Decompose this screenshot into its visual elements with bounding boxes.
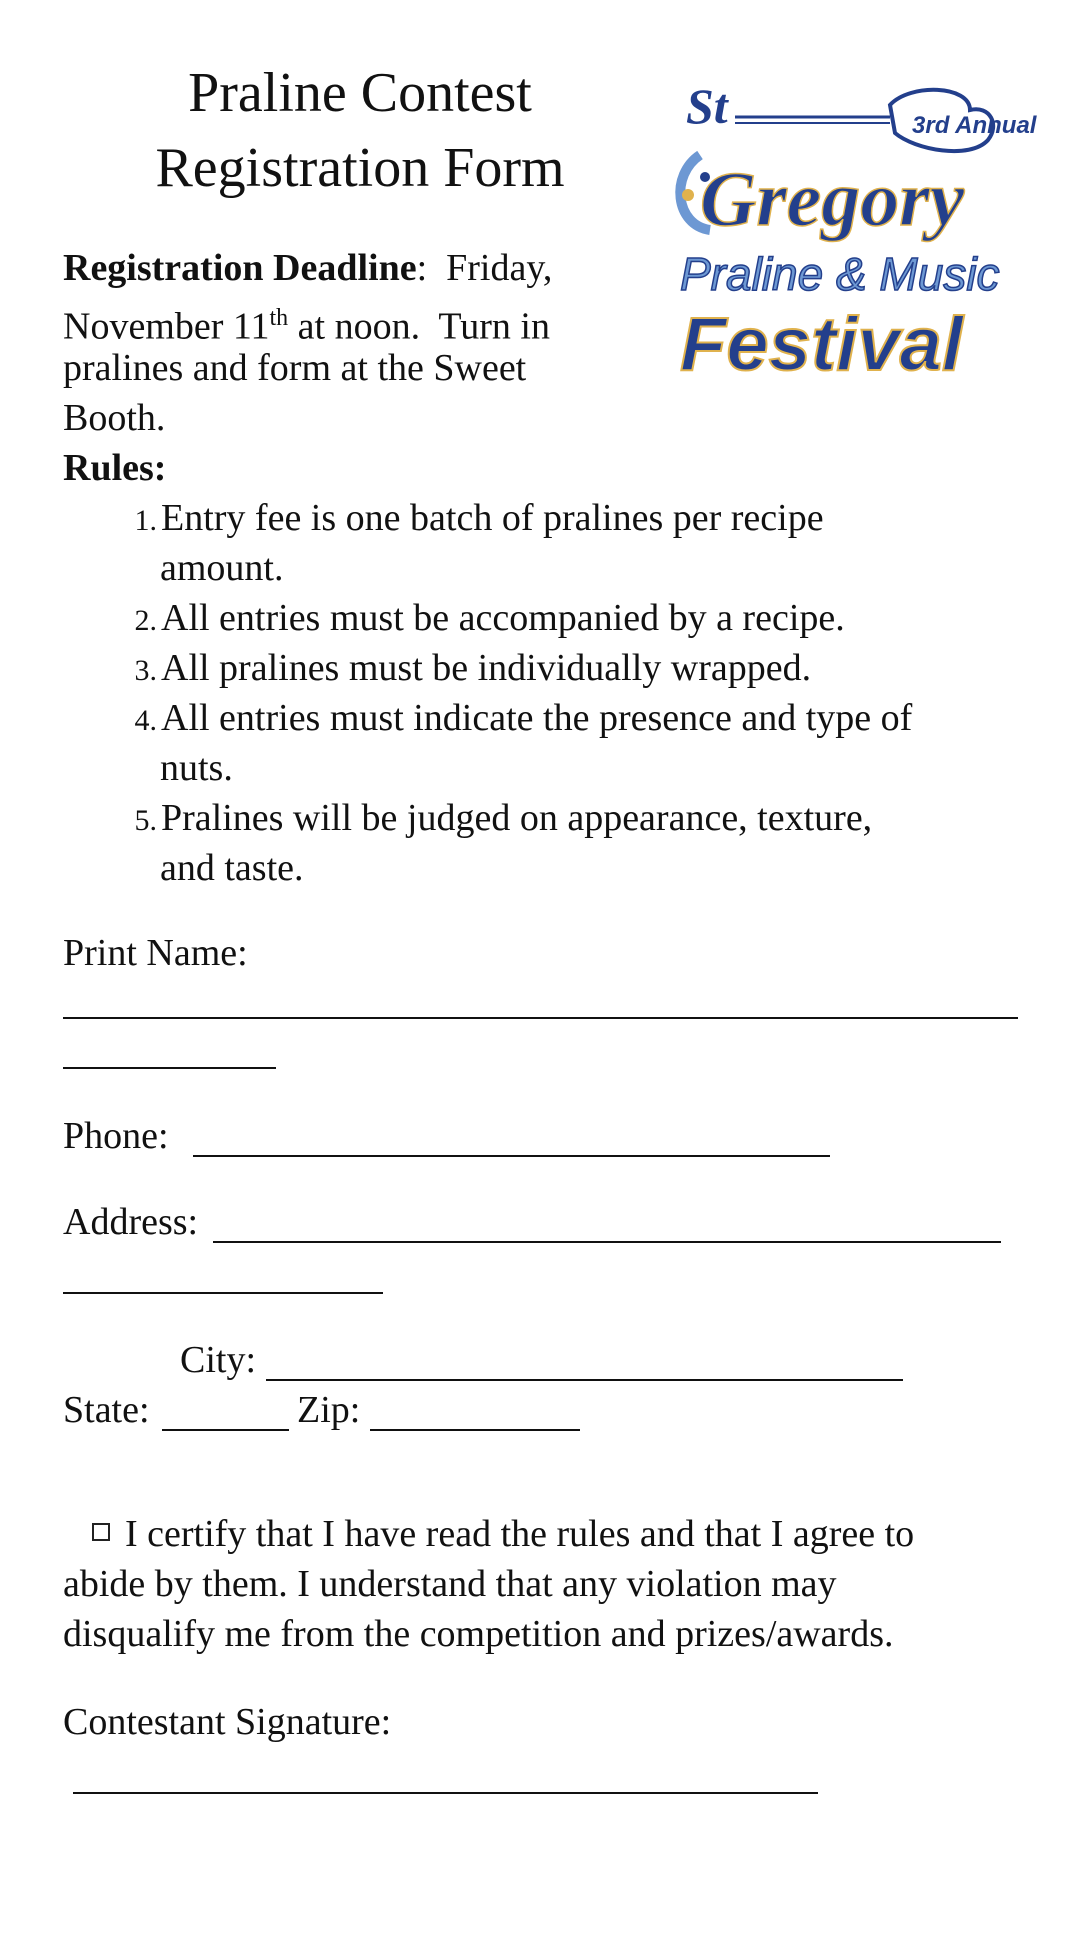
rule-item-5: 5. Pralines will be judged on appearance, texture, bbox=[134, 797, 873, 839]
city-field[interactable] bbox=[266, 1379, 903, 1381]
state-field[interactable] bbox=[162, 1429, 289, 1431]
print-name-field-cont[interactable] bbox=[63, 1067, 276, 1069]
print-name-field[interactable] bbox=[63, 1017, 1018, 1019]
certify-line-1: I certify that I have read the rules and that I agree to bbox=[125, 1513, 915, 1555]
rule-item-4-cont: nuts. bbox=[160, 747, 233, 789]
deadline-line-2: November 11th at noon. Turn in bbox=[63, 305, 550, 348]
logo-festival: Festival bbox=[680, 302, 964, 387]
state-label: State: bbox=[63, 1389, 150, 1431]
rule-item-4: 4. All entries must indicate the presence and type of bbox=[134, 697, 913, 739]
deadline-line-1: Registration Deadline: Friday, bbox=[63, 247, 553, 289]
signature-label: Contestant Signature: bbox=[63, 1701, 392, 1743]
city-label: City: bbox=[180, 1339, 257, 1381]
rule-item-3: 3. All pralines must be individually wrapped. bbox=[134, 647, 812, 689]
deadline-line-3: pralines and form at the Sweet bbox=[63, 347, 527, 389]
rule-item-2: 2. All entries must be accompanied by a recipe. bbox=[134, 597, 845, 639]
print-name-label: Print Name: bbox=[63, 932, 248, 974]
logo-st: St bbox=[686, 78, 728, 134]
rules-heading: Rules: bbox=[63, 447, 167, 489]
zip-label: Zip: bbox=[297, 1389, 361, 1431]
certify-checkbox[interactable] bbox=[92, 1523, 110, 1541]
logo-gregory: Gregory bbox=[700, 155, 965, 242]
festival-logo bbox=[670, 65, 1037, 395]
address-field[interactable] bbox=[213, 1241, 1001, 1243]
phone-field[interactable] bbox=[193, 1155, 830, 1157]
rule-item-5-cont: and taste. bbox=[160, 847, 304, 889]
address-field-cont[interactable] bbox=[63, 1292, 383, 1294]
signature-field[interactable] bbox=[73, 1792, 818, 1794]
deadline-line-4: Booth. bbox=[63, 397, 166, 439]
logo-annual: 3rd Annual bbox=[912, 112, 1037, 139]
address-label: Address: bbox=[63, 1201, 199, 1243]
deadline-label: Registration Deadline bbox=[63, 247, 417, 289]
zip-field[interactable] bbox=[370, 1429, 580, 1431]
title-line-2: Registration Form bbox=[155, 137, 565, 199]
rule-item-1: 1. Entry fee is one batch of pralines per recipe bbox=[134, 497, 824, 539]
logo-praline-music: Praline & Music bbox=[680, 248, 1000, 300]
rule-item-1-cont: amount. bbox=[160, 547, 284, 589]
certify-line-3: disqualify me from the competition and prizes/awards. bbox=[63, 1613, 894, 1655]
certify-line-2: abide by them. I understand that any violation may bbox=[63, 1563, 837, 1605]
title-line-1: Praline Contest bbox=[188, 62, 532, 124]
phone-label: Phone: bbox=[63, 1115, 169, 1157]
